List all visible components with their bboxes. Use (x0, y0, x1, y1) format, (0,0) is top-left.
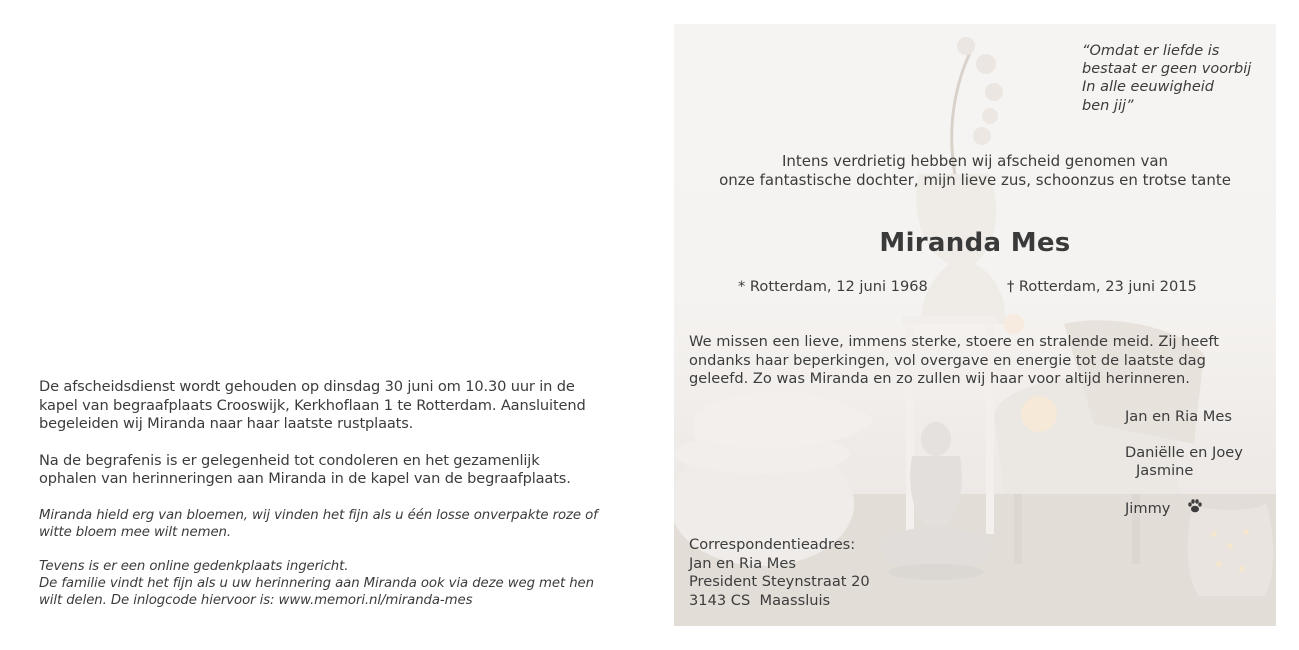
quote-line: ben jij” (1082, 97, 1134, 114)
text-line: wilt delen. De inlogcode hiervoor is: www.memori.nl/miranda-mes (39, 592, 473, 608)
text-line: De familie vindt het fijn als u uw herinnering aan Miranda ook via deze weg met hen (39, 575, 594, 591)
flowers-note (39, 507, 629, 541)
address-street: President Steynstraat 20 (689, 573, 870, 590)
poem-quote (1082, 42, 1272, 115)
announcement-intro (674, 152, 1276, 190)
death-date: † Rotterdam, 23 juni 2015 (1007, 278, 1197, 295)
service-paragraph (39, 378, 629, 434)
text-line: ondanks haar beperkingen, vol overgave en energie tot de laatste dag (689, 351, 1206, 369)
text-line: Miranda hield erg van bloemen, wij vinden het fijn als u één losse onverpakte roze of (39, 507, 598, 523)
quote-line: “Omdat er liefde is (1082, 43, 1220, 59)
correspondence-address (689, 536, 870, 610)
quote-line: In alle eeuwigheid (1082, 79, 1215, 96)
birth-date: * Rotterdam, 12 juni 1968 (738, 278, 928, 295)
online-memorial-note (39, 558, 629, 609)
family-signatures (1125, 408, 1243, 519)
family-line: Daniëlle en Joey (1125, 443, 1243, 461)
text-line: Na de begrafenis is er gelegenheid tot condoleren en het gezamenlijk (39, 451, 540, 469)
family-line-pet (1125, 498, 1243, 520)
paw-icon (1187, 498, 1203, 520)
text-line: begeleiden wij Miranda naar haar laatste rustplaats. (39, 415, 414, 432)
condolence-paragraph (39, 452, 629, 489)
service-details (39, 378, 629, 626)
quote-line: bestaat er geen voorbij (1082, 61, 1252, 78)
text-line: Tevens is er een online gedenkplaats ingericht. (39, 558, 349, 574)
text-line: ophalen van herinneringen aan Miranda in de kapel van de begraafplaats. (39, 470, 571, 487)
address-name: Jan en Ria Mes (689, 554, 796, 572)
text-line: We missen een lieve, immens sterke, stoere en stralende meid. Zij heeft (689, 333, 1219, 350)
address-city: 3143 CS Maassluis (689, 591, 831, 609)
text-line: witte bloem mee wilt nemen. (39, 524, 231, 540)
family-line: Jasmine (1136, 462, 1194, 479)
announcement-card (674, 24, 1276, 626)
text-line: De afscheidsdienst wordt gehouden op dinsdag 30 juni om 10.30 uur in de (39, 378, 575, 395)
text-line: onze fantastische dochter, mijn lieve zus, schoonzus en trotse tante (719, 171, 1231, 189)
address-heading: Correspondentieadres: (689, 536, 856, 553)
deceased-name: Miranda Mes (879, 228, 1071, 258)
family-line: Jan en Ria Mes (1125, 408, 1232, 425)
memorial-message (689, 333, 1269, 389)
text-line: geleefd. Zo was Miranda en zo zullen wij haar voor altijd herinneren. (689, 370, 1190, 387)
text-line: kapel van begraafplaats Crooswijk, Kerkhoflaan 1 te Rotterdam. Aansluitend (39, 396, 586, 414)
text-line: Intens verdrietig hebben wij afscheid genomen van (781, 152, 1169, 170)
family-line: Jimmy (1125, 499, 1171, 517)
